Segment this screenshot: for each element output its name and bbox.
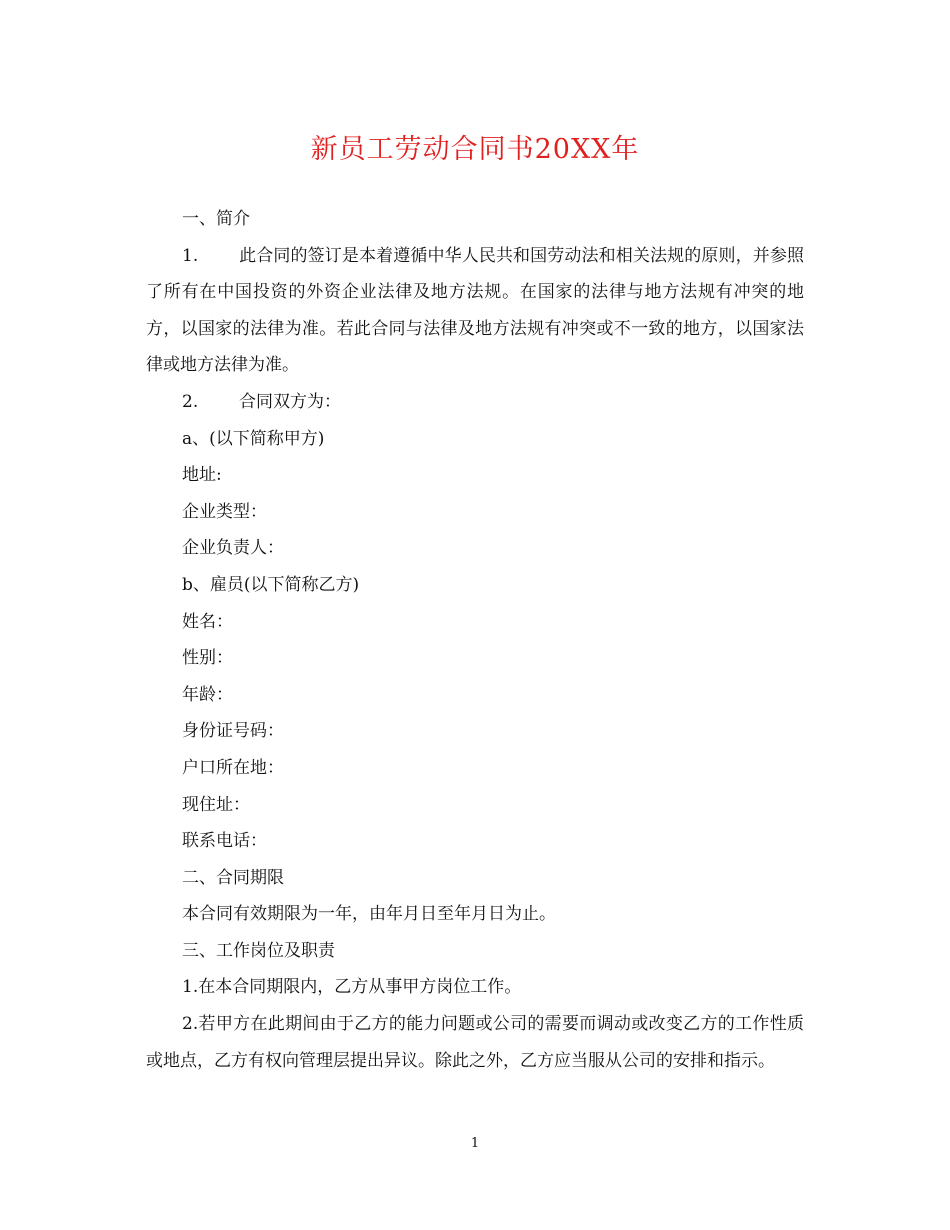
party-a-line: a、(以下简称甲方) [182,428,325,449]
phone-line: 联系电话： [182,831,267,852]
paragraph-item-2 [146,384,804,421]
item-1-number: 1. [182,245,199,266]
item-2-text: 合同双方为： [239,391,341,412]
company-type-line: 企业类型： [182,501,267,522]
document-title: 新员工劳动合同书20XX年 [310,134,640,165]
party-b-line: b、雇员(以下简称乙方) [182,574,360,595]
duty-item-1: 1.在本合同期限内，乙方从事甲方岗位工作。 [182,977,522,998]
duty-item-2: 2.若甲方在此期间由于乙方的能力问题或公司的需要而调动或改变乙方的工作性质或地点，乙方有权向管理层提出异议。除此之外，乙方应当服从公司的安排和指示。 [146,1014,804,1071]
id-number-line: 身份证号码： [182,721,284,742]
item-1-text: 此合同的签订是本着遵循中华人民共和国劳动法和相关法规的原则，并参照了所有在中国投资的外资企业法律及地方法规。在国家的法律与地方法规有冲突的地方，以国家的法律为准。若此合同与法律及地方法规有冲突或不一致的地方，以国家法律或地方法律为准。 [146,245,804,376]
page-number: 1 [470,1136,480,1151]
gender-line: 性别： [182,648,233,669]
paragraph-item-1 [146,238,804,384]
name-line: 姓名： [182,611,233,632]
term-heading: 二、合同期限 [182,867,284,888]
age-line: 年龄： [182,684,233,705]
item-2-number: 2. [182,391,199,412]
current-address-line: 现住址： [182,794,250,815]
term-text: 本合同有效期限为一年，由年月日至年月日为止。 [182,904,556,925]
company-head-line: 企业负责人： [182,538,284,559]
duty-heading: 三、工作岗位及职责 [182,940,335,961]
document-body [146,201,804,1079]
section-intro-heading: 一、简介 [182,209,250,229]
hukou-line: 户口所在地： [182,757,284,778]
address-line: 地址: [182,465,222,486]
